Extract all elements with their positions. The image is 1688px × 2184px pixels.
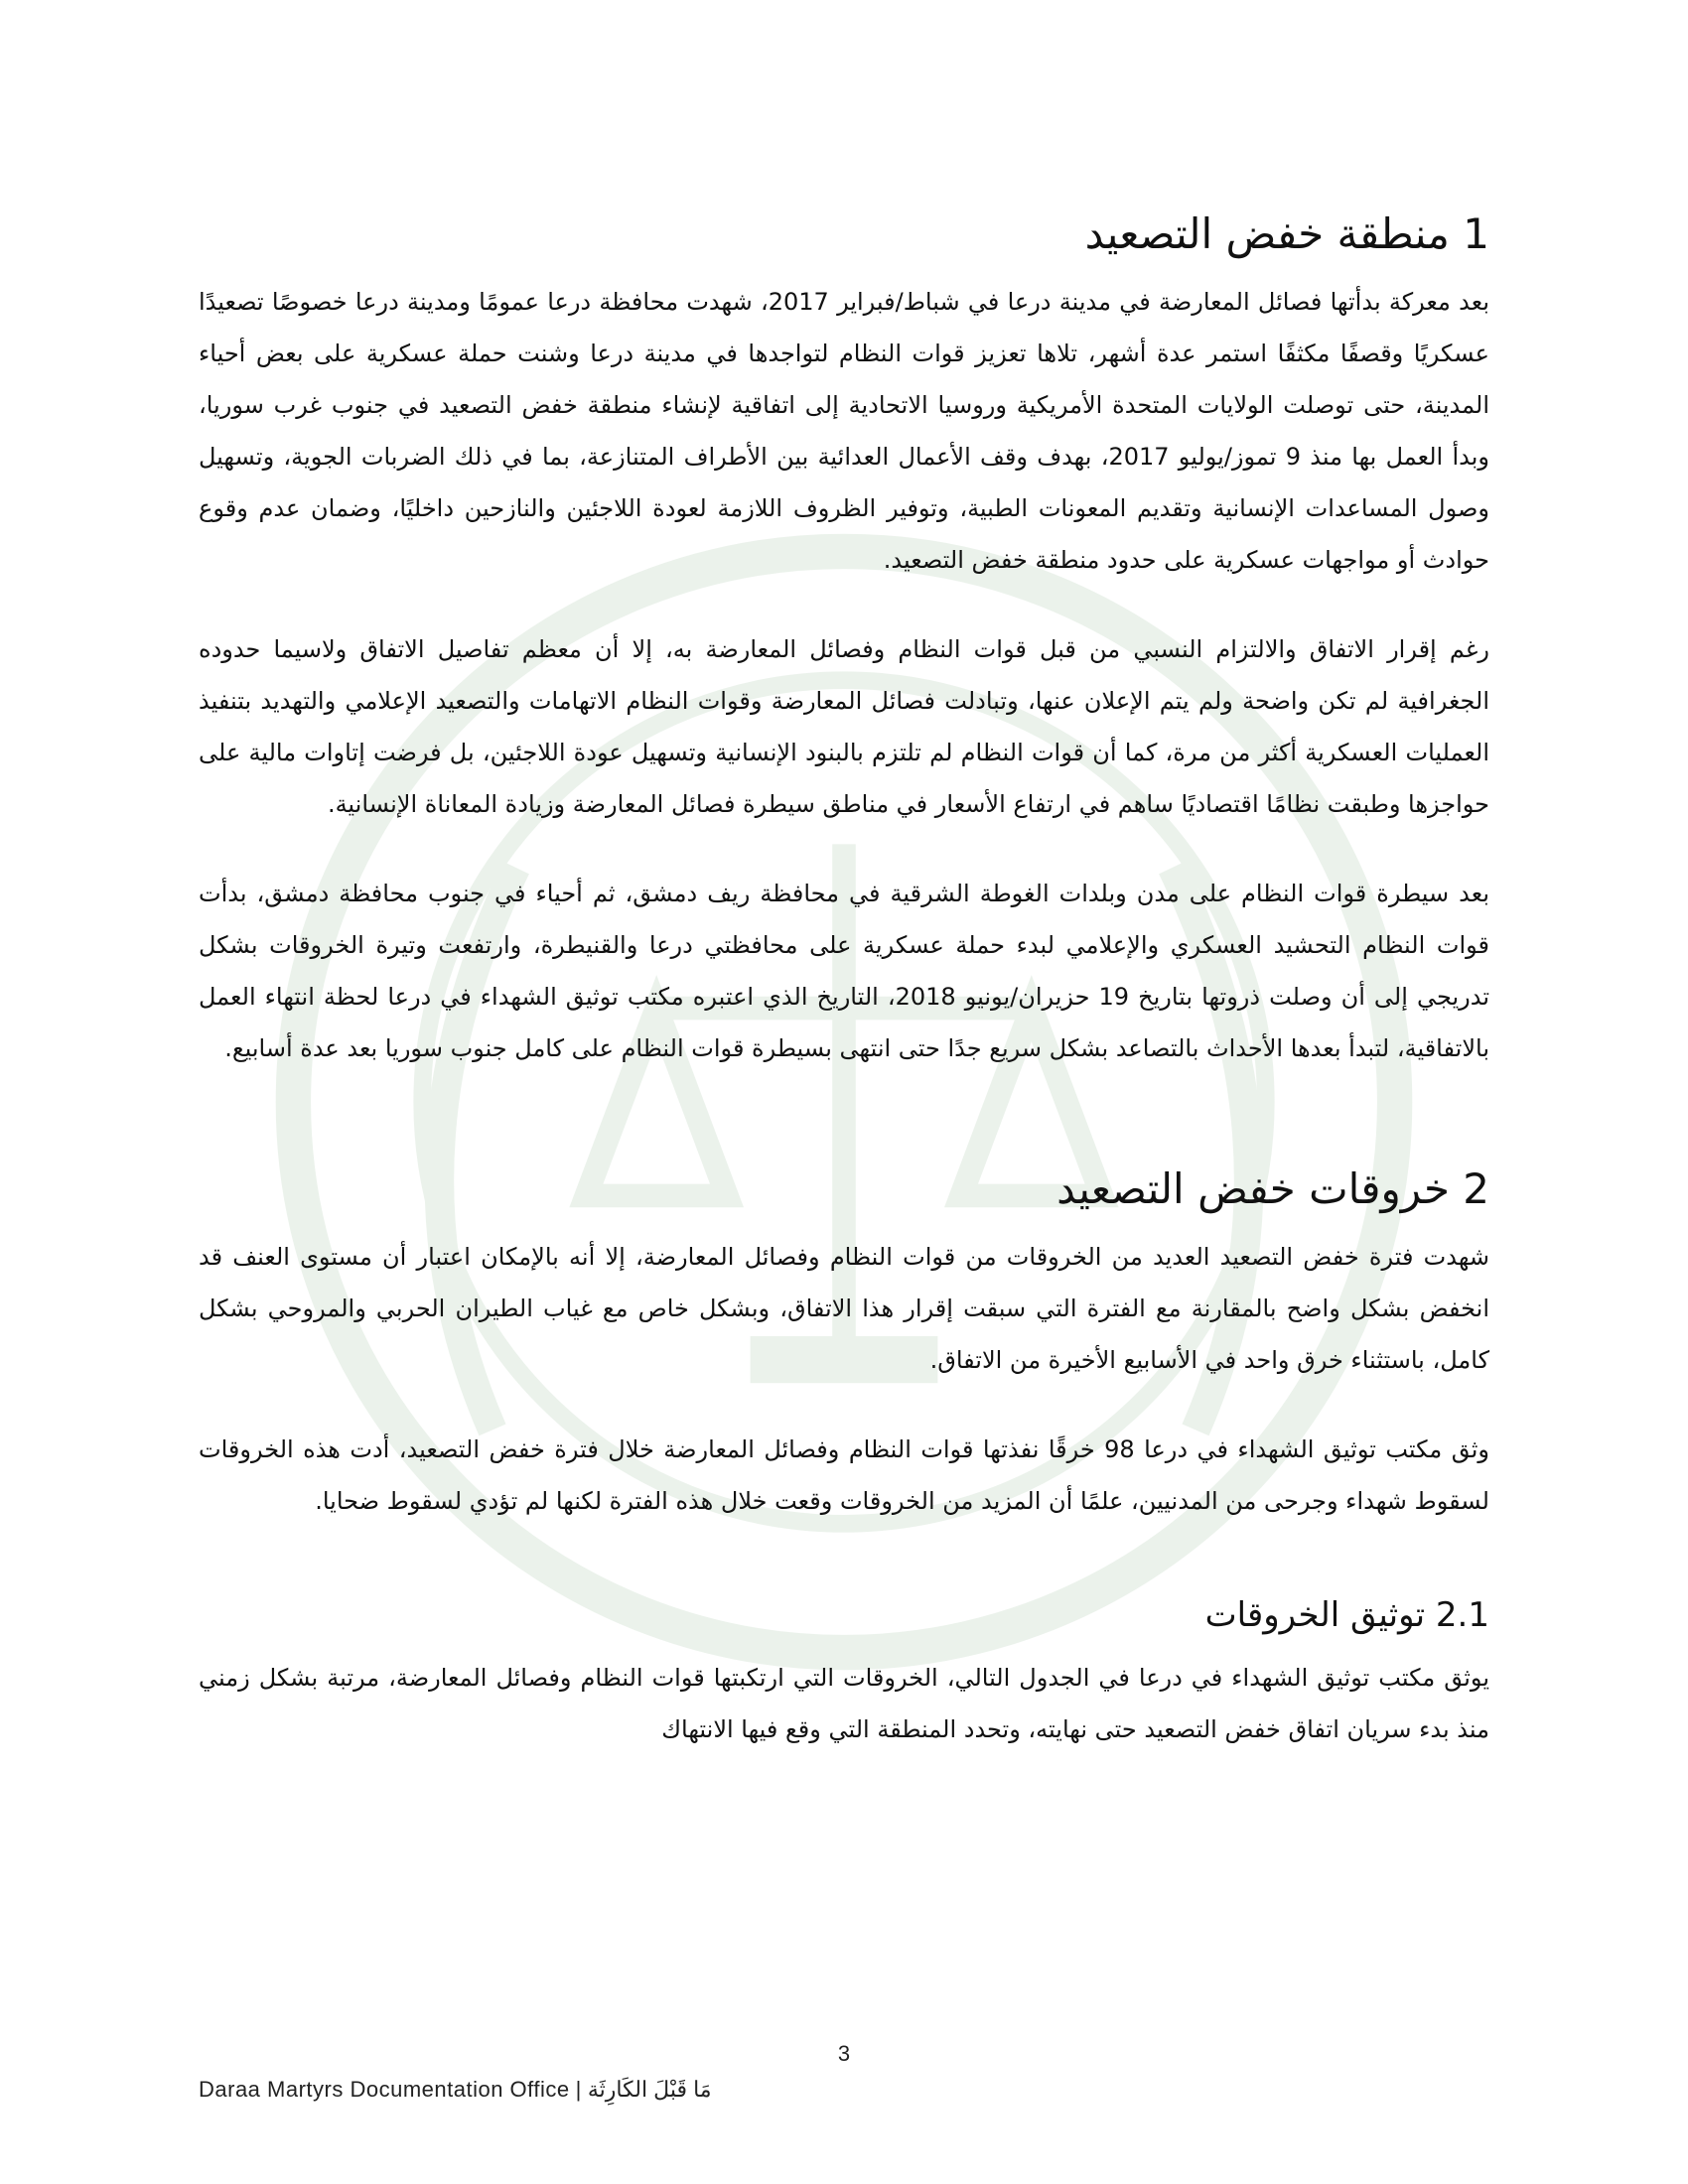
section-2-paragraph-1: شهدت فترة خفض التصعيد العديد من الخروقات من قوات النظام وفصائل المعارضة، إلا أنه بالإمكان اعتبار أن مستوى العنف قد انخفض بشكل واضح بالمقارنة مع الفترة التي سبقت إقرار هذا الاتفاق، وبشكل خاص مع غياب الطيران الحربي والمروحي بشكل كامل، باستثناء خرق واحد في الأسابيع الأخيرة من الاتفاق. bbox=[199, 1243, 1489, 1374]
footer-organization: Daraa Martyrs Documentation Office bbox=[199, 2077, 570, 2102]
subsection-heading-2-1: 2.1 توثيق الخروقات bbox=[1204, 1595, 1489, 1635]
section-1-paragraph-1: بعد معركة بدأتها فصائل المعارضة في مدينة درعا في شباط/فبراير 2017، شهدت محافظة درعا عمومًا ومدينة درعا خصوصًا تصعيدًا عسكريًا وقصفًا مكثفًا استمر عدة أشهر، تلاها تعزيز قوات النظام لتواجدها في مدينة درعا وشنت حملة عسكرية على بعض أحياء المدينة، حتى توصلت الولايات المتحدة الأمريكية وروسيا الاتحادية إلى اتفاقية لإنشاء منطقة خفض التصعيد في جنوب غرب سوريا، وبدأ العمل بها منذ 9 تموز/يوليو 2017، بهدف وقف الأعمال العدائية بين الأطراف المتنازعة، بما في ذلك الضربات الجوية، وتسهيل وصول المساعدات الإنسانية وتقديم المعونات الطبية، وتوفير الظروف اللازمة لعودة اللاجئين والنازحين داخليًا، وضمان عدم وقوع حوادث أو مواجهات عسكرية على حدود منطقة خفض التصعيد. bbox=[199, 288, 1489, 574]
subsection-2-1-paragraph-1: يوثق مكتب توثيق الشهداء في درعا في الجدول التالي، الخروقات التي ارتكبتها قوات النظام وفصائل المعارضة، مرتبة بشكل زمني منذ بدء سريان اتفاق خفض التصعيد حتى نهايته، وتحدد المنطقة التي وقع فيها الانتهاك bbox=[199, 1664, 1489, 1743]
page-number: 3 bbox=[837, 2041, 851, 2066]
section-heading-2: 2 خروقات خفض التصعيد bbox=[1056, 1164, 1489, 1213]
page-footer bbox=[199, 2077, 712, 2103]
footer-slogan: مَا قَبْلَ الكَارِثَة bbox=[587, 2077, 712, 2102]
footer-separator: | bbox=[575, 2077, 582, 2102]
section-2-paragraph-2: وثق مكتب توثيق الشهداء في درعا 98 خرقًا نفذتها قوات النظام وفصائل المعارضة خلال فترة خفض التصعيد، أدت هذه الخروقات لسقوط شهداء وجرحى من المدنيين، علمًا أن المزيد من الخروقات وقعت خلال هذه الفترة لكنها لم تؤدي لسقوط ضحايا. bbox=[199, 1435, 1489, 1515]
section-heading-1: 1 منطقة خفض التصعيد bbox=[1084, 209, 1489, 258]
section-1-paragraph-3: بعد سيطرة قوات النظام على مدن وبلدات الغوطة الشرقية في محافظة ريف دمشق، ثم أحياء في جنوب محافظة دمشق، بدأت قوات النظام التحشيد العسكري والإعلامي لبدء حملة عسكرية على محافظتي درعا والقنيطرة، وارتفعت وتيرة الخروقات بشكل تدريجي إلى أن وصلت ذروتها بتاريخ 19 حزيران/يونيو 2018، التاريخ الذي اعتبره مكتب توثيق الشهداء في درعا لحظة انتهاء العمل بالاتفاقية، لتبدأ بعدها الأحداث بالتصاعد بشكل سريع جدًا حتى انتهى بسيطرة قوات النظام على كامل جنوب سوريا بعد عدة أسابيع. bbox=[199, 880, 1489, 1062]
document-body bbox=[199, 206, 1489, 1793]
section-1-paragraph-2: رغم إقرار الاتفاق والالتزام النسبي من قبل قوات النظام وفصائل المعارضة به، إلا أن معظم تفاصيل الاتفاق ولاسيما حدوده الجغرافية لم تكن واضحة ولم يتم الإعلان عنها، وتبادلت فصائل المعارضة وقوات النظام الاتهامات والتصعيد الإعلامي والتهديد بتنفيذ العمليات العسكرية أكثر من مرة، كما أن قوات النظام لم تلتزم بالبنود الإنسانية وتسهيل عودة اللاجئين، بل فرضت إتاوات مالية على حواجزها وطبقت نظامًا اقتصاديًا ساهم في ارتفاع الأسعار في مناطق سيطرة فصائل المعارضة وزيادة المعاناة الإنسانية. bbox=[199, 635, 1489, 818]
